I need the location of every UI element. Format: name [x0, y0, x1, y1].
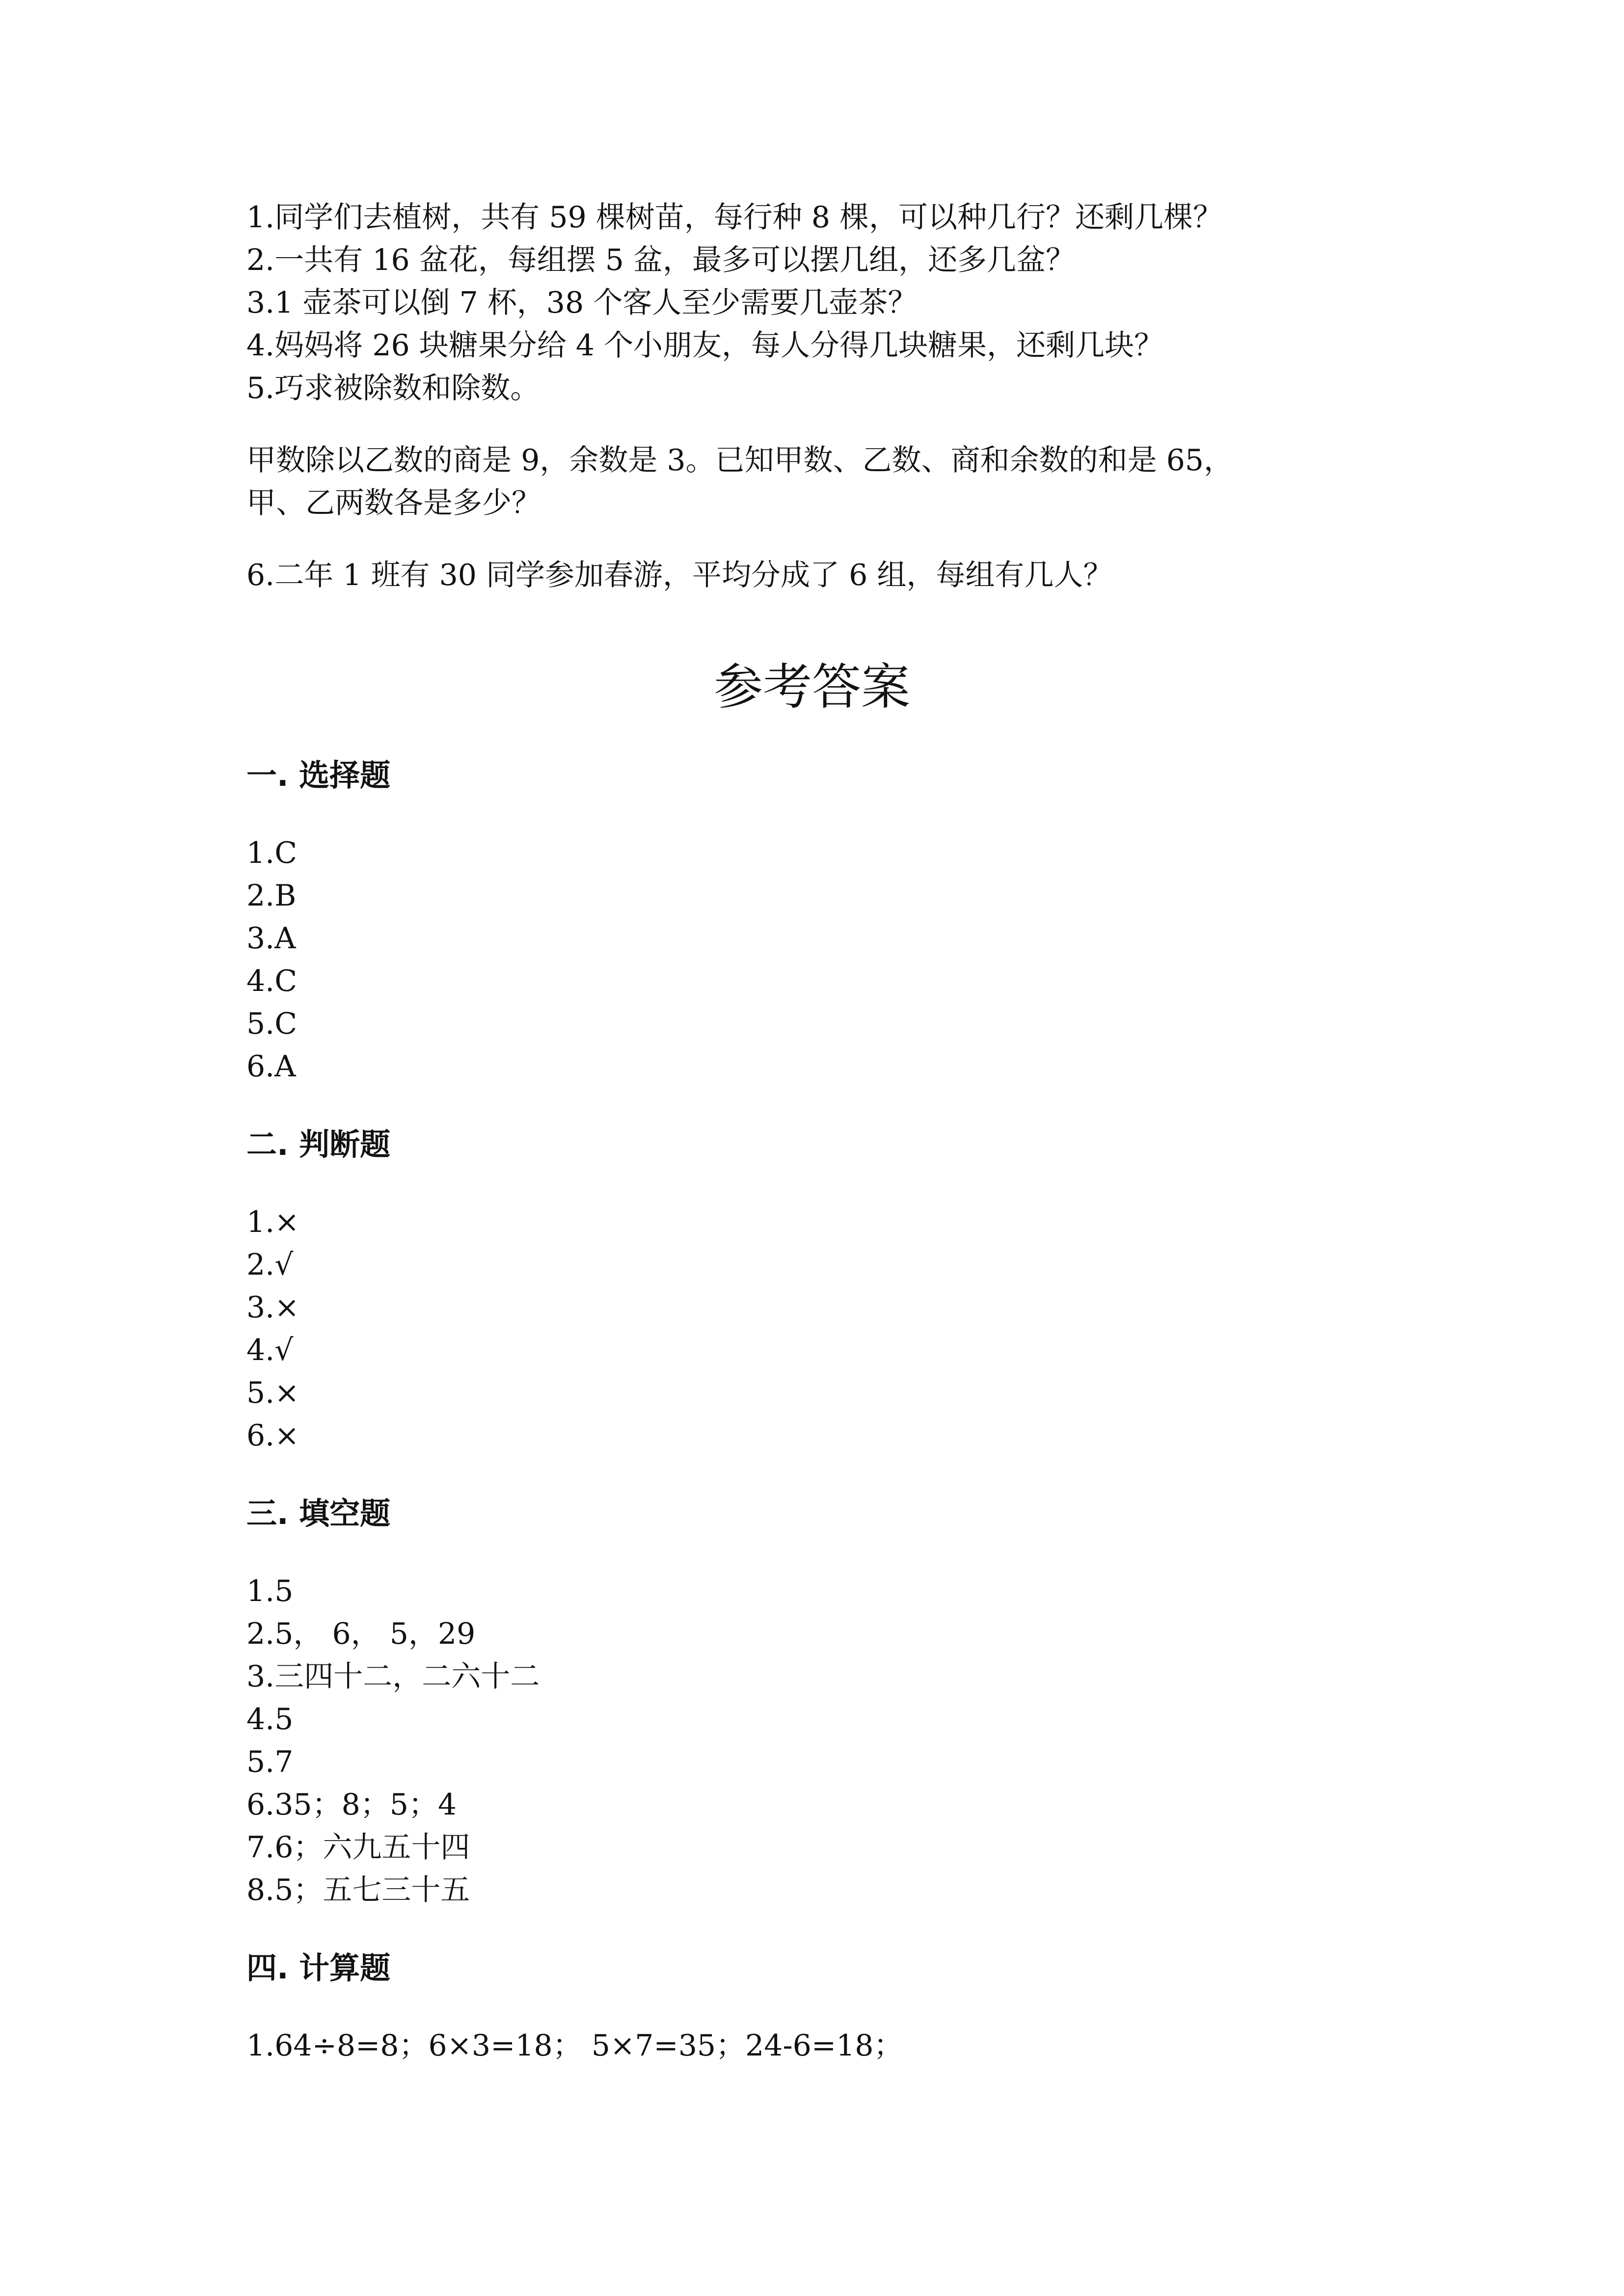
answer-item: 2.√: [246, 1248, 294, 1282]
section-heading: 二. 判断题: [246, 1126, 391, 1162]
section-fill-in-blank: [246, 1492, 1376, 1912]
answer-item: 5.7: [246, 1745, 294, 1779]
answer-item: 3.×: [246, 1290, 299, 1325]
answer-item: 3.A: [246, 921, 296, 956]
section-true-false: [246, 1122, 1376, 1457]
problem-1: 1.同学们去植树，共有 59 棵树苗，每行种 8 棵，可以种几行？还剩几棵？: [246, 200, 1223, 235]
answer-item: 8.5；五七三十五: [246, 1873, 470, 1907]
paragraph-gap: [246, 410, 1376, 439]
answer-item: 3.三四十二，二六十二: [246, 1659, 540, 1694]
word-problems: [246, 196, 1376, 597]
answer-item: 6.A: [246, 1049, 296, 1084]
section-heading: 三. 填空题: [246, 1495, 391, 1531]
answer-item: 1.C: [246, 836, 298, 870]
answer-item: 6.35；8；5；4: [246, 1788, 457, 1822]
answer-item: 5.C: [246, 1007, 298, 1041]
answer-item: 1.×: [246, 1205, 299, 1239]
problem-2: 2.一共有 16 盆花，每组摆 5 盆，最多可以摆几组，还多几盆？: [246, 243, 1076, 277]
problem-5-detail-line-1: 甲数除以乙数的商是 9，余数是 3。已知甲数、乙数、商和余数的和是 65，: [246, 443, 1233, 478]
problem-5-detail-line-2: 甲、乙两数各是多少？: [246, 486, 541, 520]
section-heading: 四. 计算题: [246, 1950, 391, 1986]
answer-item: 7.6；六九五十四: [246, 1830, 470, 1865]
answer-item: 2.5， 6， 5，29: [246, 1617, 476, 1651]
problem-4: 4.妈妈将 26 块糖果分给 4 个小朋友，每人分得几块糖果，还剩几块？: [246, 328, 1164, 363]
problem-5: 5.巧求被除数和除数。: [246, 371, 540, 405]
answer-key: [246, 753, 1376, 2102]
answer-item: 1.5: [246, 1574, 294, 1608]
answer-item: 2.B: [246, 879, 297, 913]
section-multiple-choice: [246, 753, 1376, 1088]
section-heading: 一. 选择题: [246, 757, 391, 793]
answer-item: 5.×: [246, 1376, 299, 1410]
section-calculation: [246, 1946, 1376, 2067]
answer-key-title: 参考答案: [714, 658, 910, 716]
answer-item: 4.5: [246, 1702, 294, 1736]
problem-3: 3.1 壶茶可以倒 7 杯，38 个客人至少需要几壶茶？: [246, 286, 918, 320]
answer-item: 4.√: [246, 1333, 294, 1367]
paragraph-gap: [246, 525, 1376, 554]
answer-item: 6.×: [246, 1418, 299, 1453]
answer-item: 4.C: [246, 964, 298, 998]
answer-item: 1.64÷8=8；6×3=18； 5×7=35；24-6=18；: [246, 2029, 903, 2063]
problem-6: 6.二年 1 班有 30 同学参加春游，平均分成了 6 组，每组有几人？: [246, 558, 1113, 592]
